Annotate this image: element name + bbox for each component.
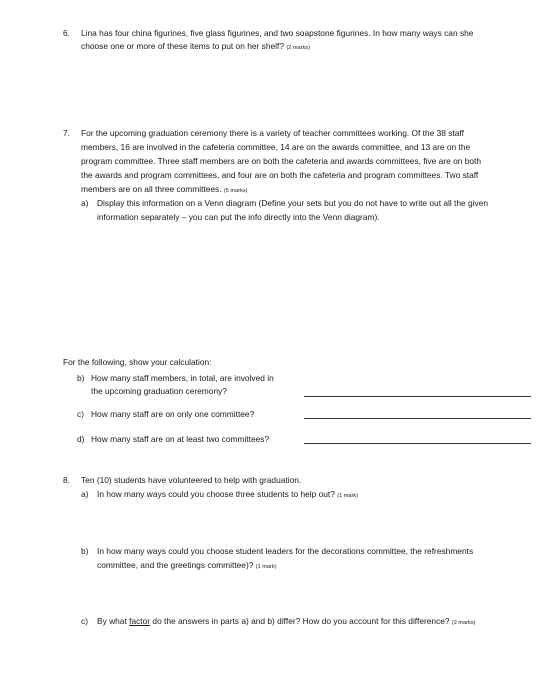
q8a-text-line bbox=[97, 488, 358, 503]
q8b-marks: (1 mark) bbox=[255, 564, 277, 570]
q7-text-line1: For the upcoming graduation ceremony there is a variety of teacher committees working. Of the 38 staff bbox=[81, 128, 464, 138]
following-heading: For the following, show your calculation: bbox=[63, 357, 212, 367]
q7-text-line2: members, 16 are involved in the cafeteria committee, 14 are on the awards committee, and 13 are on the bbox=[81, 142, 471, 152]
q6-text-line1: Lina has four china figurines, five glass figurines, and two soapstone figurines. In how many ways can she bbox=[81, 28, 474, 38]
q7b-label: b) bbox=[77, 373, 85, 383]
q8c-text-line bbox=[97, 615, 476, 630]
q7a-text-line2: information separately – you can put the info directly into the Venn diagram). bbox=[97, 212, 380, 222]
q8a-marks: (1 mark) bbox=[337, 493, 359, 499]
q7b-text-line1: How many staff members, in total, are involved in bbox=[91, 373, 274, 383]
q6-text-line2 bbox=[81, 40, 310, 55]
q7c-text: How many staff are on only one committee? bbox=[91, 409, 255, 419]
q7c-label: c) bbox=[77, 409, 84, 419]
q7-text-line4: the awards and program committees, and four are on both the cafeteria and program committees. Two staff bbox=[81, 170, 479, 180]
q6-marks: (2 marks) bbox=[286, 45, 310, 51]
q7-marks: (5 marks) bbox=[223, 188, 248, 194]
q7-text-line3: program committee. Three staff members are on both the cafeteria and awards committees, five are on both bbox=[81, 156, 482, 166]
q7-text-line5 bbox=[81, 183, 248, 198]
q6-number: 6. bbox=[63, 28, 70, 38]
q8a-text: In how many ways could you choose three students to help out? bbox=[97, 489, 335, 499]
q8a-label: a) bbox=[81, 489, 89, 499]
q7-number: 7. bbox=[63, 128, 70, 138]
q7d-label: d) bbox=[77, 434, 85, 444]
q8-number: 8. bbox=[63, 475, 70, 485]
q8b-text-line1: In how many ways could you choose student leaders for the decorations committee, the refreshments bbox=[97, 546, 474, 556]
q8b-label: b) bbox=[81, 546, 89, 556]
q8c-label: c) bbox=[81, 616, 88, 626]
q8c-text-post: do the answers in parts a) and b) differ? How do you account for this difference? bbox=[150, 616, 450, 626]
q8c-text-pre: By what bbox=[97, 616, 130, 626]
q7b-answer-line[interactable] bbox=[304, 396, 531, 397]
q6-text-line2-body: choose one or more of these items to put on her shelf? bbox=[81, 41, 284, 51]
q7-last-line: members are on all three committees. bbox=[81, 184, 222, 194]
q7d-text: How many staff are on at least two committees? bbox=[91, 434, 270, 444]
q8c-underlined-word: factor bbox=[129, 616, 151, 626]
q8-intro: Ten (10) students have volunteered to help with graduation. bbox=[81, 475, 302, 485]
q7a-label: a) bbox=[81, 198, 89, 208]
q7b-text-line2: the upcoming graduation ceremony? bbox=[91, 386, 227, 396]
q8c-marks: (2 marks) bbox=[451, 620, 476, 626]
q8b-text-line2 bbox=[97, 559, 277, 574]
q7a-text-line1: Display this information on a Venn diagram (Define your sets but you do not have to write out all the given bbox=[97, 198, 489, 208]
q7d-answer-line[interactable] bbox=[304, 443, 531, 444]
q7c-answer-line[interactable] bbox=[304, 418, 531, 419]
q8b-text-line2-body: committee, and the greetings committee)? bbox=[97, 560, 254, 570]
